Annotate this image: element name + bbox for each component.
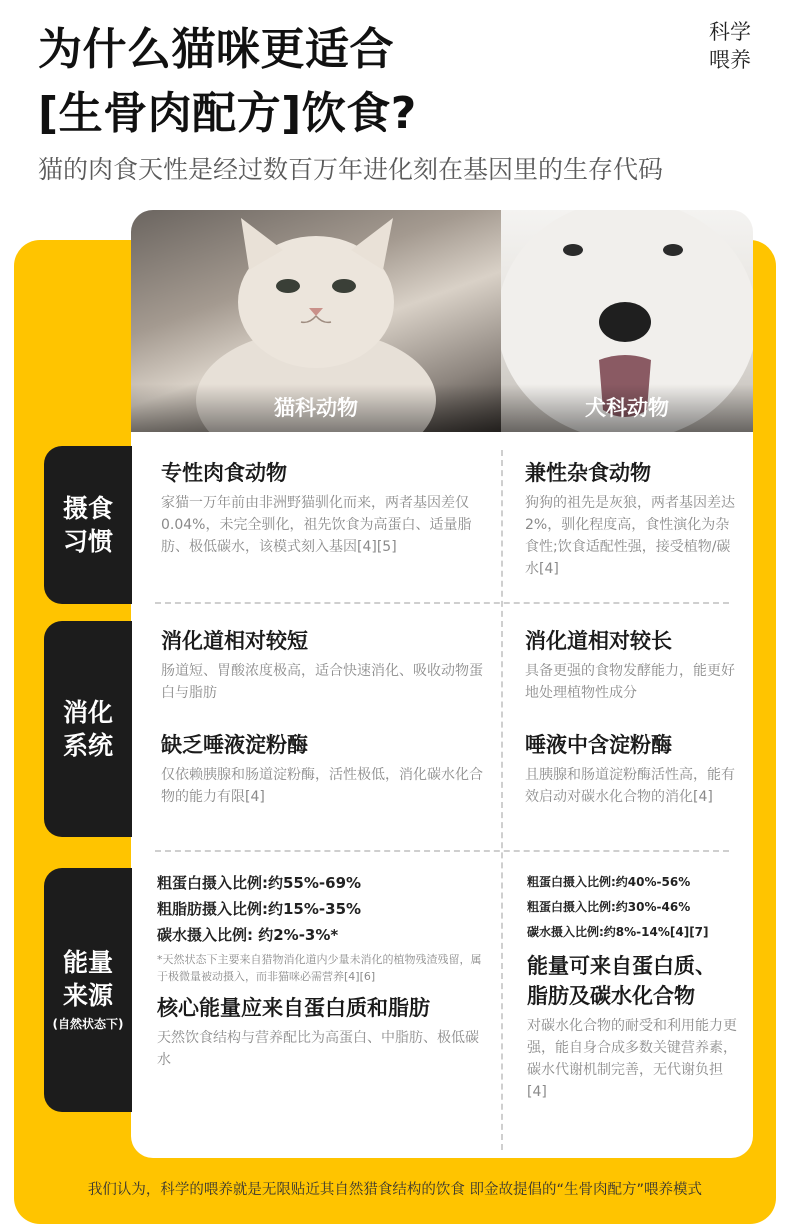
- cat-energy-cell: [157, 870, 491, 1071]
- cat-protein-ratio: 粗蛋白摄入比例:约55%-69%: [157, 874, 362, 892]
- cat-digestion-description-1: 肠道短、胃酸浓度极高，适合快速消化、吸收动物蛋白与脂肪: [161, 663, 483, 701]
- cat-digestion-cell-2: [161, 730, 491, 808]
- cat-digestion-cell-1: [161, 626, 491, 704]
- row-divider-1: [155, 602, 729, 604]
- cat-digestion-description-2: 仅依赖胰腺和肠道淀粉酶，活性极低，消化碳水化合物的能力有限[4]: [161, 767, 483, 805]
- cat-carb-ratio: 碳水摄入比例: 约2%-3%*: [157, 926, 339, 944]
- category-card-energy: [44, 868, 132, 1112]
- dog-digestion-heading-1: 消化道相对较长: [525, 629, 672, 653]
- page-title-line1: 为什么猫咪更适合: [38, 24, 394, 75]
- dog-digestion-cell-2: [525, 730, 735, 808]
- cat-digestion-heading-1: 消化道相对较短: [161, 629, 308, 653]
- category-label-diet: 摄食习惯: [62, 494, 113, 556]
- dog-diet-description: 狗狗的祖先是灰狼，两者基因差达2%，驯化程度高，食性演化为杂食性;饮食适配性强，接受植物/碳水[4]: [525, 495, 735, 577]
- cat-diet-cell: [161, 458, 491, 558]
- category-sublabel-energy: (自然状态下): [52, 1017, 124, 1031]
- dog-energy-heading-line2: 脂肪及碳水化合物: [527, 984, 695, 1008]
- cat-digestion-heading-2: 缺乏唾液淀粉酶: [161, 733, 308, 757]
- dog-photo-label: 犬科动物: [501, 384, 753, 432]
- category-label-digestion: 消化系统: [62, 698, 113, 760]
- category-card-diet: [44, 446, 132, 604]
- dog-energy-heading-line1: 能量可来自蛋白质、: [527, 954, 716, 978]
- tag-line1: 科学: [709, 20, 751, 44]
- vertical-divider: [501, 450, 503, 1150]
- dog-energy-cell: [527, 870, 739, 1103]
- dog-digestion-description-1: 具备更强的食物发酵能力，能更好地处理植物性成分: [525, 663, 735, 701]
- cat-diet-heading: 专性肉食动物: [161, 461, 287, 485]
- row-divider-2: [155, 850, 729, 852]
- page-title-line2: [生骨肉配方]饮食?: [38, 88, 417, 139]
- cat-carb-footnote: *天然状态下主要来自猎物消化道内少量未消化的植物残渣残留，属于极微量被动摄入，而非猫咪必需营养[4][6]: [157, 953, 482, 983]
- dog-protein-ratio: 粗蛋白摄入比例:约40%-56%: [527, 875, 691, 889]
- dog-energy-description: 对碳水化合物的耐受和利用能力更强，能自身合成多数关键营养素，碳水代谢机制完善，无代谢负担[4]: [527, 1018, 737, 1100]
- dog-carb-ratio: 碳水摄入比例:约8%-14%[4][7]: [527, 925, 709, 939]
- cat-photo-label: 猫科动物: [131, 384, 501, 432]
- dog-digestion-heading-2: 唾液中含淀粉酶: [525, 733, 672, 757]
- tag-line2: 喂养: [709, 48, 751, 72]
- dog-digestion-cell-1: [525, 626, 735, 704]
- cat-diet-description: 家猫一万年前由非洲野猫驯化而来，两者基因差仅0.04%，未完全驯化，祖先饮食为高蛋白、适量脂肪、极低碳水，该模式刻入基因[4][5]: [161, 495, 472, 555]
- science-feeding-tag: [700, 18, 760, 74]
- dog-second-ratio: 粗蛋白摄入比例:约30%-46%: [527, 900, 691, 914]
- category-card-digestion: [44, 621, 132, 837]
- dog-photo: [501, 210, 753, 432]
- category-label-energy: 能量来源: [62, 948, 113, 1010]
- cat-energy-description: 天然饮食结构与营养配比为高蛋白、中脂肪、极低碳水: [157, 1030, 479, 1068]
- dog-digestion-description-2: 且胰腺和肠道淀粉酶活性高，能有效启动对碳水化合物的消化[4]: [525, 767, 735, 805]
- footer-statement: 我们认为，科学的喂养就是无限贴近其自然猎食结构的饮食 即金故提倡的“生骨肉配方”喂养模式: [87, 1182, 703, 1198]
- cat-fat-ratio: 粗脂肪摄入比例:约15%-35%: [157, 900, 362, 918]
- dog-diet-heading: 兼性杂食动物: [525, 461, 651, 485]
- page-subtitle: 猫的肉食天性是经过数百万年进化刻在基因里的生存代码: [38, 155, 664, 184]
- dog-diet-cell: [525, 458, 735, 580]
- cat-energy-heading: 核心能量应来自蛋白质和脂肪: [157, 996, 430, 1020]
- cat-photo: [131, 210, 501, 432]
- comparison-panel: [131, 210, 753, 1158]
